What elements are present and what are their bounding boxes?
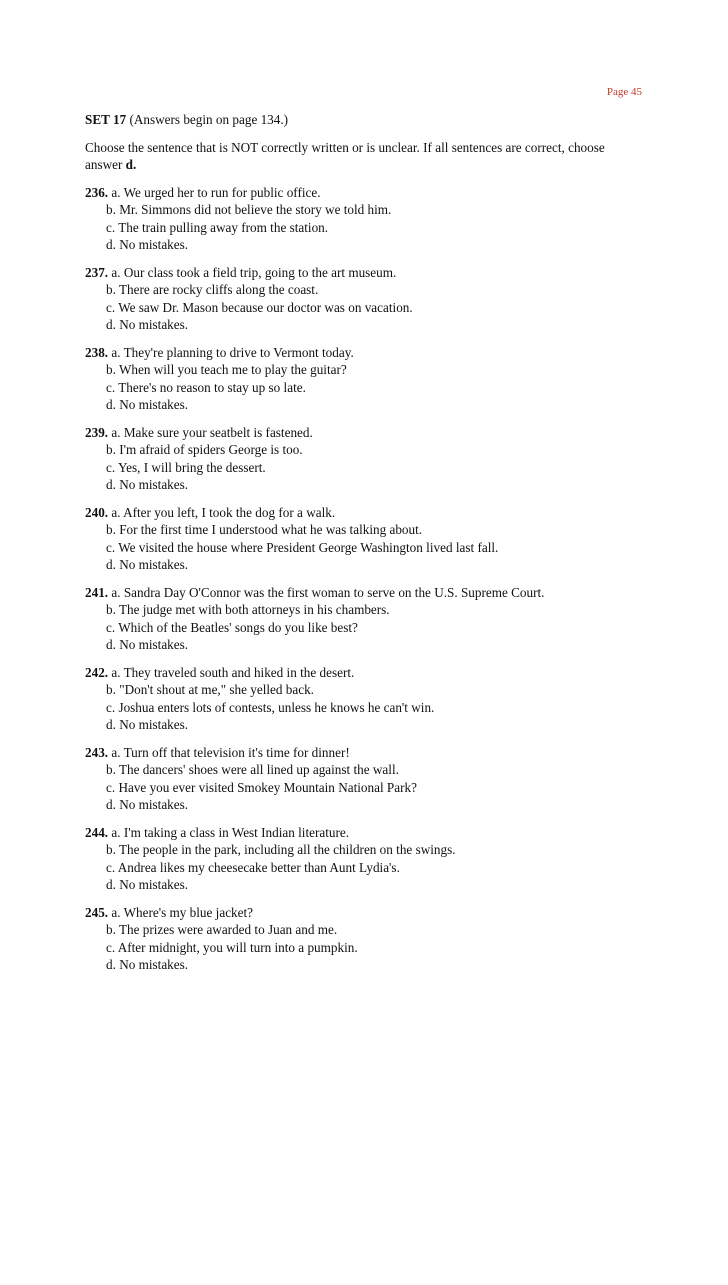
question-236 [85,184,645,254]
question-option-d: d. No mistakes. [106,877,189,892]
question-option-d: d. No mistakes. [106,317,189,332]
question-option-c: c. We saw Dr. Mason because our doctor was on vacation. [106,299,413,315]
question-number: 242. [85,664,109,680]
question-option-c: c. Joshua enters lots of contests, unless he knows he can't win. [106,699,435,715]
question-option-d: d. No mistakes. [106,717,189,732]
question-option-a: a. They traveled south and hiked in the desert. [111,664,355,680]
question-list [85,184,645,974]
question-option-d: d. No mistakes. [106,397,189,412]
question-option-d: d. No mistakes. [106,637,189,652]
question-option-c: c. Have you ever visited Smokey Mountain National Park? [106,779,417,795]
question-line [85,664,645,682]
question-240 [85,504,645,574]
set-title: SET 17 [85,112,127,127]
instructions [85,139,645,174]
question-number: 241. [85,584,109,600]
question-244 [85,824,645,894]
question-number: 243. [85,744,109,760]
question-option-d: d. No mistakes. [106,477,189,492]
question-237 [85,264,645,334]
question-number: 245. [85,904,109,920]
question-number: 236. [85,184,109,200]
question-option-c: c. The train pulling away from the station. [106,219,329,235]
set-note: (Answers begin on page 134.) [129,112,289,127]
question-241 [85,584,645,654]
question-option-a: a. Our class took a field trip, going to the art museum. [111,264,397,280]
question-option-c: c. There's no reason to stay up so late. [106,379,306,395]
question-242 [85,664,645,734]
page-number: Page 45 [606,86,642,98]
question-line [85,184,645,202]
question-245 [85,904,645,974]
question-option-c: c. After midnight, you will turn into a pumpkin. [106,939,358,955]
question-option-b: b. The judge met with both attorneys in his chambers. [106,602,390,617]
page-content [85,111,645,984]
question-number: 237. [85,264,109,280]
question-option-b: b. For the first time I understood what he was talking about. [106,522,423,537]
question-number: 240. [85,504,109,520]
question-option-b: b. "Don't shout at me," she yelled back. [106,682,314,697]
question-line [85,744,645,762]
question-option-b: b. The dancers' shoes were all lined up against the wall. [106,762,399,777]
question-option-a: a. After you left, I took the dog for a walk. [111,504,336,520]
question-option-c: c. We visited the house where President George Washington lived last fall. [106,539,499,555]
question-number: 239. [85,424,109,440]
question-243 [85,744,645,814]
question-option-d: d. No mistakes. [106,797,189,812]
question-option-c: c. Yes, I will bring the dessert. [106,459,266,475]
question-option-d: d. No mistakes. [106,557,189,572]
question-line [85,504,645,522]
question-option-d: d. No mistakes. [106,957,189,972]
question-option-b: b. The people in the park, including all the children on the swings. [106,842,456,857]
question-option-a: a. Where's my blue jacket? [111,904,254,920]
question-number: 238. [85,344,109,360]
question-line [85,584,645,602]
question-option-a: a. Make sure your seatbelt is fastened. [111,424,313,440]
question-option-b: b. The prizes were awarded to Juan and me. [106,922,338,937]
question-line [85,904,645,922]
question-line [85,424,645,442]
question-239 [85,424,645,494]
question-line [85,344,645,362]
instructions-text: Choose the sentence that is NOT correctly written or is unclear. If all sentences are correct, choose answer [85,139,605,172]
question-option-a: a. Turn off that television it's time for dinner! [111,744,350,760]
question-option-c: c. Which of the Beatles' songs do you like best? [106,619,358,635]
set-heading [85,111,645,129]
question-option-c: c. Andrea likes my cheesecake better than Aunt Lydia's. [106,859,400,875]
question-line [85,824,645,842]
question-option-b: b. When will you teach me to play the guitar? [106,362,347,377]
question-line [85,264,645,282]
question-option-b: b. Mr. Simmons did not believe the story we told him. [106,202,392,217]
question-option-a: a. I'm taking a class in West Indian literature. [111,824,350,840]
question-option-d: d. No mistakes. [106,237,189,252]
question-option-a: a. Sandra Day O'Connor was the first woman to serve on the U.S. Supreme Court. [111,584,545,600]
question-option-b: b. There are rocky cliffs along the coast. [106,282,319,297]
instructions-answer: d. [125,157,137,172]
question-number: 244. [85,824,109,840]
question-option-a: a. We urged her to run for public office. [111,184,321,200]
question-238 [85,344,645,414]
question-option-b: b. I'm afraid of spiders George is too. [106,442,303,457]
question-option-a: a. They're planning to drive to Vermont today. [111,344,354,360]
